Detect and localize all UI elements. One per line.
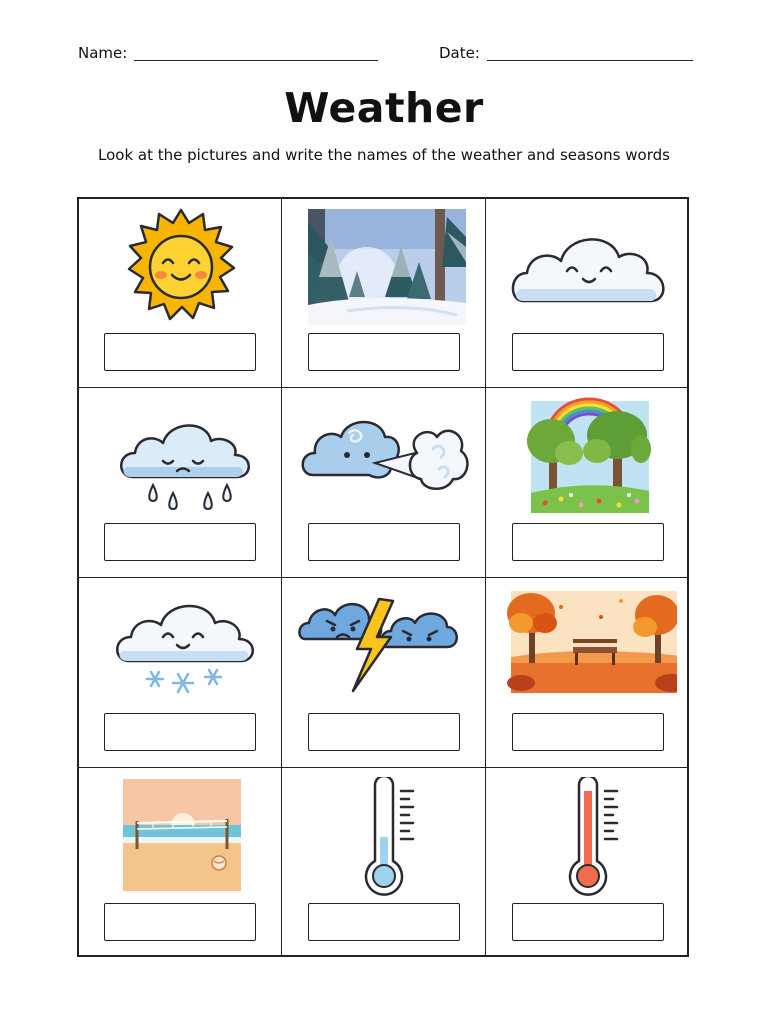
summer-beach-icon bbox=[93, 777, 269, 899]
autumn-scene-icon bbox=[501, 587, 677, 709]
rain-cloud-icon bbox=[93, 397, 269, 519]
answer-box[interactable] bbox=[104, 903, 256, 941]
card-autumn bbox=[487, 579, 691, 769]
sun-icon bbox=[93, 207, 269, 329]
date-label: Date: bbox=[439, 44, 480, 62]
date-field[interactable] bbox=[439, 44, 480, 62]
winter-scene-icon bbox=[297, 207, 473, 329]
answer-box[interactable] bbox=[104, 713, 256, 751]
card-sun bbox=[79, 199, 283, 389]
card-cloud bbox=[487, 199, 691, 389]
name-line[interactable] bbox=[134, 60, 378, 61]
answer-box[interactable] bbox=[512, 523, 664, 561]
date-line[interactable] bbox=[487, 60, 693, 61]
name-label: Name: bbox=[78, 44, 128, 62]
instructions: Look at the pictures and write the names of the weather and seasons words bbox=[98, 146, 670, 164]
answer-box[interactable] bbox=[308, 713, 460, 751]
card-wind bbox=[283, 389, 487, 579]
card-rain bbox=[79, 389, 283, 579]
wind-icon bbox=[297, 397, 473, 519]
cold-thermometer-icon bbox=[297, 777, 473, 899]
card-storm bbox=[283, 579, 487, 769]
storm-icon bbox=[297, 587, 473, 709]
page-title: Weather bbox=[284, 84, 484, 132]
answer-box[interactable] bbox=[104, 523, 256, 561]
snow-cloud-icon bbox=[93, 587, 269, 709]
answer-box[interactable] bbox=[512, 713, 664, 751]
name-field[interactable] bbox=[78, 44, 127, 62]
card-winter bbox=[283, 199, 487, 389]
hot-thermometer-icon bbox=[501, 777, 677, 899]
worksheet-grid bbox=[77, 197, 689, 957]
card-spring bbox=[487, 389, 691, 579]
cloud-icon bbox=[501, 207, 677, 329]
answer-box[interactable] bbox=[308, 333, 460, 371]
answer-box[interactable] bbox=[308, 903, 460, 941]
card-cold bbox=[283, 769, 487, 959]
answer-box[interactable] bbox=[104, 333, 256, 371]
answer-box[interactable] bbox=[308, 523, 460, 561]
answer-box[interactable] bbox=[512, 903, 664, 941]
spring-scene-icon bbox=[501, 397, 677, 519]
card-hot bbox=[487, 769, 691, 959]
card-snow bbox=[79, 579, 283, 769]
card-summer bbox=[79, 769, 283, 959]
answer-box[interactable] bbox=[512, 333, 664, 371]
